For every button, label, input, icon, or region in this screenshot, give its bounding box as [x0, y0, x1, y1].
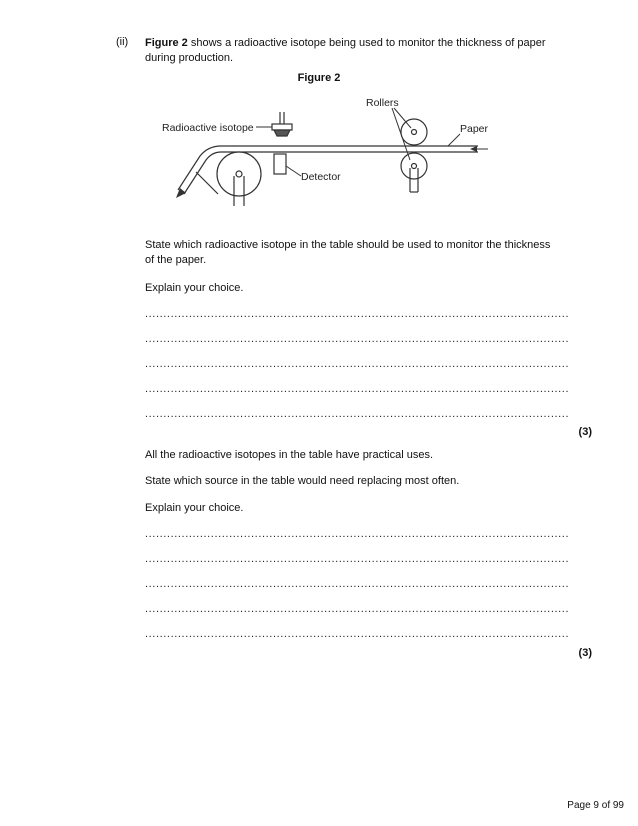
rollers-pair: [401, 119, 427, 192]
detector-pointer: [286, 166, 301, 176]
large-roller: [217, 152, 261, 206]
part-a-prompt: [145, 238, 550, 268]
roller-brace: [196, 172, 218, 194]
answer-line[interactable]: ....................................................................................................................: [145, 578, 570, 590]
answer-line[interactable]: ....................................................................................................................: [145, 333, 570, 345]
part-b-explain: Explain your choice.: [145, 502, 244, 514]
radioactive-source-icon: [272, 112, 292, 136]
paper-pointer: [448, 134, 460, 146]
answer-line[interactable]: ....................................................................................................................: [145, 358, 570, 370]
detector-box: [274, 154, 286, 174]
figure-title: Figure 2: [297, 72, 341, 84]
part-a-prompt-line1: State which radioactive isotope in the table should be used to monitor the thickness: [145, 239, 551, 251]
answer-line[interactable]: ....................................................................................................................: [145, 528, 570, 540]
part-b-intro: All the radioactive isotopes in the table have practical uses.: [145, 449, 433, 461]
question-number: (ii): [116, 36, 129, 48]
answer-line[interactable]: ....................................................................................................................: [145, 553, 570, 565]
question-text-line2: during production.: [145, 52, 234, 64]
part-b-prompt: State which source in the table would need replacing most often.: [145, 475, 460, 487]
label-radioactive-isotope: Radioactive isotope: [162, 122, 254, 134]
figure-reference: Figure 2: [145, 37, 188, 49]
paper-exit-arrow: [176, 188, 186, 198]
label-detector: Detector: [301, 171, 341, 183]
question-text-line1: shows a radioactive isotope being used to monitor the thickness of paper: [187, 37, 546, 49]
question-text: [145, 36, 546, 66]
part-a-marks: (3): [578, 426, 592, 438]
paper-feed-arrow: [470, 146, 477, 152]
paper-thickness-diagram: [156, 94, 502, 206]
answer-line[interactable]: ....................................................................................................................: [145, 383, 570, 395]
page-number: Page 9 of 99: [567, 800, 624, 811]
answer-line[interactable]: ....................................................................................................................: [145, 408, 570, 420]
label-paper: Paper: [460, 123, 489, 135]
answer-line[interactable]: ....................................................................................................................: [145, 628, 570, 640]
label-rollers: Rollers: [366, 97, 399, 109]
part-b-marks: (3): [578, 647, 592, 659]
part-a-prompt-line2: of the paper.: [145, 254, 207, 266]
part-a-explain: Explain your choice.: [145, 282, 244, 294]
answer-line[interactable]: ....................................................................................................................: [145, 603, 570, 615]
answer-line[interactable]: ....................................................................................................................: [145, 308, 570, 320]
